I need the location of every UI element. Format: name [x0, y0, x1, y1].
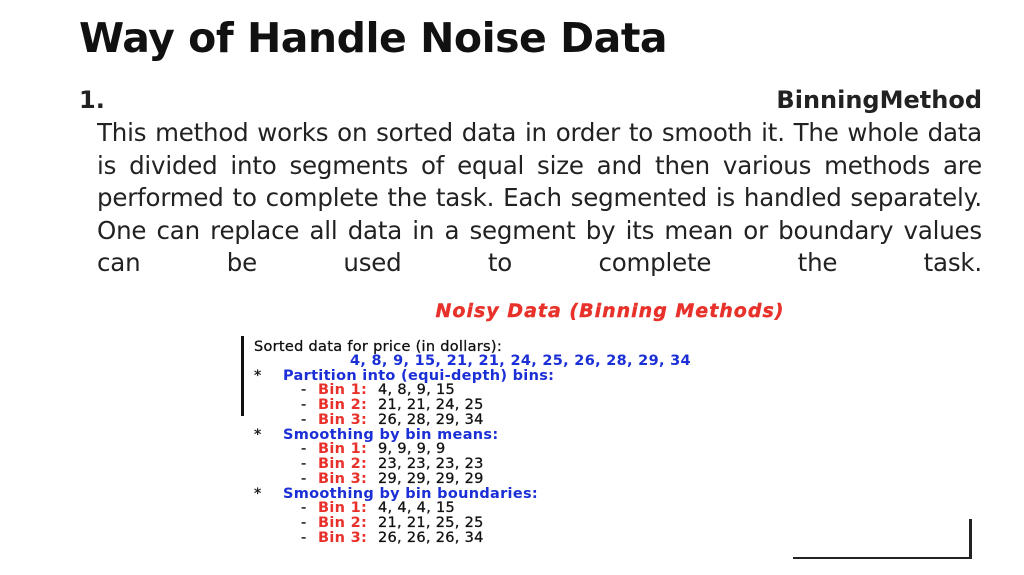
- bin-values: 9, 9, 9, 9: [378, 441, 446, 457]
- bin-values: 23, 23, 23, 23: [378, 456, 484, 472]
- bin-dash: -: [301, 382, 307, 398]
- bin-label: Bin 3:: [318, 412, 368, 428]
- bin-values: 26, 26, 26, 34: [378, 530, 484, 546]
- slide-title: Way of Handle Noise Data: [79, 14, 668, 62]
- section-heading: Partition into (equi-depth) bins:: [283, 368, 555, 384]
- bin-values: 21, 21, 25, 25: [378, 515, 484, 531]
- bin-dash: -: [301, 441, 307, 457]
- bin-label: Bin 3:: [318, 471, 368, 487]
- sorted-data-values: 4, 8, 9, 15, 21, 21, 24, 25, 26, 28, 29, 34: [350, 353, 691, 369]
- section-heading: Smoothing by bin boundaries:: [283, 486, 538, 502]
- bin-values: 26, 28, 29, 34: [378, 412, 484, 428]
- bin-dash: -: [301, 500, 307, 516]
- list-item-heading: [79, 86, 982, 116]
- bin-dash: -: [301, 397, 307, 413]
- bin-dash: -: [301, 412, 307, 428]
- bin-values: 21, 21, 24, 25: [378, 397, 484, 413]
- bin-label: Bin 3:: [318, 530, 368, 546]
- section-heading: Smoothing by bin means:: [283, 427, 499, 443]
- bin-dash: -: [301, 515, 307, 531]
- bin-label: Bin 1:: [318, 500, 368, 516]
- corner-bracket-horizontal: [793, 557, 972, 559]
- bin-dash: -: [301, 456, 307, 472]
- sorted-data-label: Sorted data for price (in dollars):: [254, 339, 503, 355]
- bin-values: 4, 8, 9, 15: [378, 382, 456, 398]
- list-item-number: 1.: [79, 86, 105, 114]
- bin-values: 29, 29, 29, 29: [378, 471, 484, 487]
- corner-bracket-vertical: [969, 519, 972, 559]
- body-paragraph: This method works on sorted data in order to smooth it. The whole data is divided into segments of equal size and then various methods are performed to complete the task. Each segmented is handled separately. One can replace all data in a segment by its mean or boundary values can be used to complete the task.: [97, 118, 982, 277]
- figure-left-border: [241, 336, 244, 416]
- bin-label: Bin 1:: [318, 382, 368, 398]
- bin-label: Bin 1:: [318, 441, 368, 457]
- bin-dash: -: [301, 530, 307, 546]
- section-bullet: *: [254, 368, 262, 384]
- figure-title: Noisy Data (Binning Methods): [435, 300, 785, 322]
- bin-label: Bin 2:: [318, 515, 368, 531]
- bin-values: 4, 4, 4, 15: [378, 500, 456, 516]
- section-bullet: *: [254, 427, 262, 443]
- binning-figure: [230, 296, 900, 552]
- bin-label: Bin 2:: [318, 397, 368, 413]
- bin-dash: -: [301, 471, 307, 487]
- bin-label: Bin 2:: [318, 456, 368, 472]
- section-bullet: *: [254, 486, 262, 502]
- list-item-title: BinningMethod: [776, 86, 982, 114]
